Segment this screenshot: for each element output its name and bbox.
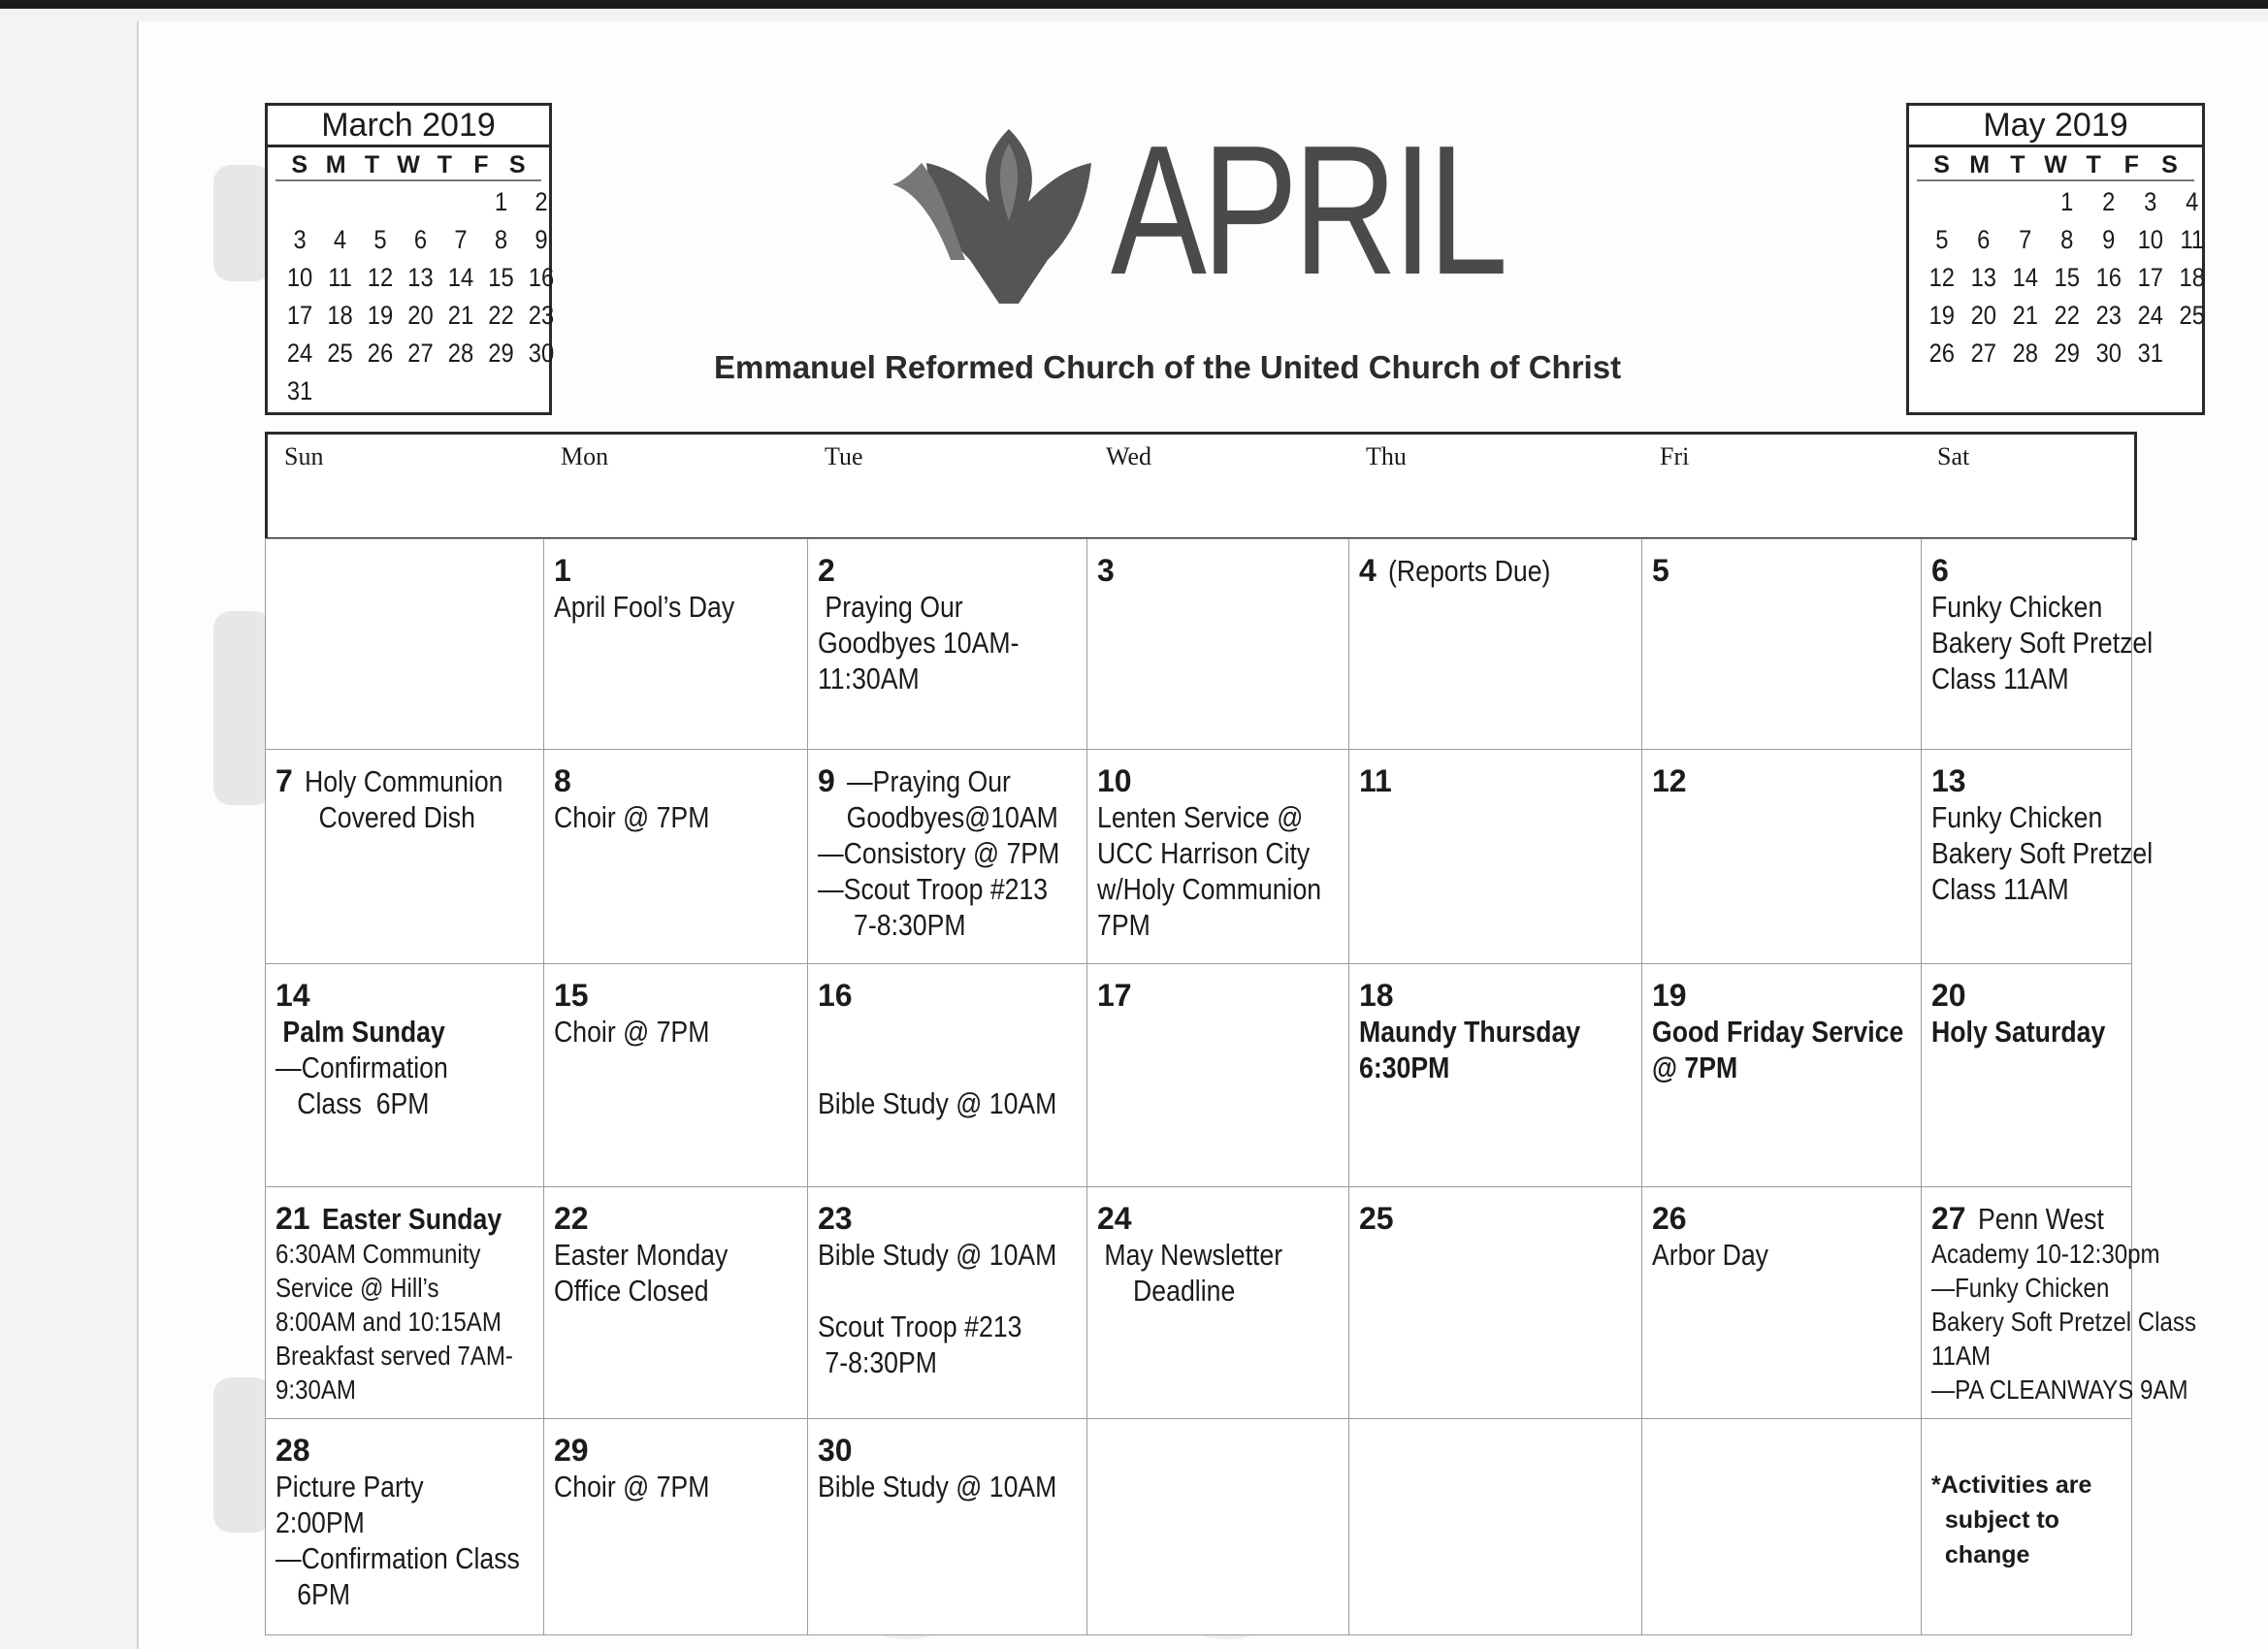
day-number: 3 (1097, 553, 1115, 588)
day-number: 23 (818, 1201, 853, 1236)
weekday-label: Mon (561, 442, 609, 470)
event-text: —Funky Chicken (1931, 1273, 2110, 1303)
day-number: 14 (275, 978, 310, 1013)
bleed-through-shape (213, 165, 272, 281)
event-text: 2:00PM (275, 1505, 365, 1539)
church-name: Emmanuel Reformed Church of the United Church of Christ (714, 349, 1622, 385)
event-text: Bakery Soft Pretzel (1931, 836, 2154, 870)
day-cell (265, 538, 544, 750)
day-cell (1641, 749, 1922, 964)
day-cell (1348, 1418, 1642, 1635)
day-number: 19 (1652, 978, 1687, 1013)
mini-day-blank (440, 185, 480, 218)
mini-day: 23 (2095, 301, 2122, 330)
event-text (818, 1014, 1056, 1050)
event-text: Praying Our (818, 590, 963, 624)
event-text: Choir @ 7PM (554, 800, 710, 834)
mini-day: 28 (2012, 339, 2039, 368)
mini-day: 1 (494, 187, 508, 216)
weekday-letter: S (291, 151, 308, 178)
event-text (818, 1050, 1056, 1085)
event-text: Choir @ 7PM (554, 1015, 710, 1049)
weekday-letter: F (473, 151, 489, 178)
day-cell (1086, 1186, 1349, 1419)
day-number: 26 (1652, 1201, 1687, 1236)
mini-day: 21 (447, 301, 474, 330)
weekday-letter: F (2123, 151, 2139, 178)
weekday-letter: T (437, 151, 453, 178)
mini-day: 1 (2060, 187, 2074, 216)
mini-day: 10 (2137, 225, 2164, 254)
day-number: 21 (275, 1201, 310, 1236)
mini-day: 27 (1970, 339, 1997, 368)
weekday-letter: W (397, 151, 420, 178)
event-text: Arbor Day (1652, 1238, 1769, 1272)
event-text: Picture Party (275, 1470, 424, 1504)
mini-day: 17 (2137, 263, 2164, 292)
day-cell (1086, 538, 1349, 750)
mini-day-blank (279, 185, 319, 218)
weekday-label: Thu (1366, 442, 1407, 470)
tulip-logo-icon (892, 124, 1125, 318)
day-cell (1921, 1418, 2132, 1635)
day-cell (543, 1186, 808, 1419)
mini-weekday-header (1917, 147, 2194, 181)
day-number: 11 (1359, 763, 1392, 798)
day-number: 18 (1359, 978, 1394, 1013)
event-text: 8:00AM and 10:15AM (275, 1307, 502, 1337)
mini-day: 7 (454, 225, 468, 254)
day-number: 30 (818, 1433, 853, 1468)
mini-day: 19 (1928, 301, 1956, 330)
mini-day: 22 (488, 301, 514, 330)
day-cell (807, 749, 1087, 964)
mini-day: 19 (367, 301, 394, 330)
day-cell (265, 1418, 544, 1635)
event-text: Funky Chicken (1931, 590, 2103, 624)
mini-day: 12 (367, 263, 394, 292)
weekday-label: Sun (284, 442, 324, 470)
event-text: 7PM (1097, 908, 1150, 942)
event-text: Lenten Service @ (1097, 800, 1304, 834)
weekday-label: Wed (1106, 442, 1151, 470)
event-text: Class 6PM (275, 1086, 430, 1120)
event-text: Class 11AM (1931, 872, 2069, 906)
day-cell (1641, 1186, 1922, 1419)
event-text: Service @ Hill’s (275, 1273, 439, 1303)
mini-day: 15 (2054, 263, 2081, 292)
mini-day: 24 (2137, 301, 2164, 330)
mini-day-grid (1909, 181, 2223, 370)
event-text: @ 7PM (1652, 1051, 1738, 1084)
day-cell (1086, 1418, 1349, 1635)
mini-calendar-title: March 2019 (268, 106, 549, 147)
event-text: 7-8:30PM (818, 1345, 937, 1379)
disclaimer-note: subject to (1931, 1506, 2059, 1534)
calendar-grid (265, 538, 2197, 1634)
mini-day: 20 (1970, 301, 1997, 330)
day-number: 25 (1359, 1201, 1394, 1236)
may-mini-calendar (1906, 103, 2205, 415)
event-text: —Scout Troop #213 (818, 872, 1049, 906)
weekday-letter: T (2086, 151, 2101, 178)
day-cell (807, 963, 1087, 1187)
day-number: 1 (554, 553, 571, 588)
march-mini-calendar (265, 103, 555, 415)
mini-day: 2 (2102, 187, 2116, 216)
scan-top-edge (0, 0, 2268, 9)
mini-day: 9 (535, 225, 548, 254)
event-text: 9:30AM (275, 1374, 356, 1405)
weekday-letter: M (325, 151, 346, 178)
mini-day: 30 (528, 339, 555, 368)
event-text: Covered Dish (275, 800, 475, 834)
event-text: 11:30AM (818, 662, 920, 695)
mini-day: 30 (2095, 339, 2122, 368)
mini-day: 29 (488, 339, 514, 368)
mini-day: 5 (1935, 225, 1949, 254)
day-number: 29 (554, 1433, 589, 1468)
event-text: —PA CLEANWAYS 9AM (1931, 1374, 2188, 1405)
mini-day: 31 (286, 376, 313, 405)
mini-day-blank (1962, 185, 2004, 218)
mini-day: 14 (2012, 263, 2039, 292)
mini-day: 8 (2060, 225, 2074, 254)
day-cell (807, 1418, 1087, 1635)
mini-day: 25 (2179, 301, 2206, 330)
mini-day: 17 (286, 301, 313, 330)
weekday-label: Fri (1660, 442, 1690, 470)
disclaimer-note: change (1931, 1541, 2030, 1568)
mini-day: 26 (1928, 339, 1956, 368)
mini-day-blank (1921, 185, 1962, 218)
mini-day: 18 (2179, 263, 2206, 292)
event-text: Academy 10-12:30pm (1931, 1239, 2160, 1269)
mini-day: 6 (413, 225, 428, 254)
event-text: 6:30AM Community (275, 1239, 481, 1269)
mini-day-grid (268, 181, 571, 407)
mini-day: 25 (327, 339, 353, 368)
day-number: 28 (275, 1433, 310, 1468)
weekday-letter: S (508, 151, 526, 178)
day-cell (543, 1418, 808, 1635)
day-cell (1348, 1186, 1642, 1419)
mini-day-blank (401, 185, 440, 218)
mini-day: 2 (535, 187, 548, 216)
mini-day: 16 (2095, 263, 2122, 292)
mini-day: 18 (327, 301, 353, 330)
mini-day: 12 (1928, 263, 1956, 292)
day-number: 7 (275, 763, 293, 798)
event-text: Goodbyes 10AM- (818, 626, 1020, 660)
event-text: May Newsletter (1097, 1238, 1283, 1272)
weekday-letter: W (2044, 151, 2067, 178)
day-number: 6 (1931, 553, 1949, 588)
event-text: —Confirmation Class (275, 1541, 520, 1575)
event-text (818, 1273, 1056, 1309)
event-text: Palm Sunday (275, 1015, 445, 1049)
day-number: 24 (1097, 1201, 1132, 1236)
disclaimer-note: *Activities are (1931, 1471, 2092, 1499)
day-number: 4 (1359, 553, 1377, 588)
day-cell (1921, 963, 2132, 1187)
mini-day-blank (360, 185, 400, 218)
event-text: Easter Sunday (321, 1202, 502, 1236)
day-cell (1641, 538, 1922, 750)
weekday-letter: S (2161, 151, 2178, 178)
mini-day: 13 (407, 263, 434, 292)
mini-day: 10 (286, 263, 313, 292)
mini-day: 28 (447, 339, 474, 368)
event-text: 6:30PM (1359, 1051, 1450, 1084)
day-number: 12 (1652, 763, 1687, 798)
weekday-letter: S (1933, 151, 1950, 178)
day-number: 10 (1097, 763, 1132, 798)
event-text: Bible Study @ 10AM (818, 1238, 1057, 1272)
event-text: Bible Study @ 10AM (818, 1086, 1057, 1120)
weekday-letter: T (364, 151, 380, 178)
mini-day: 3 (2144, 187, 2157, 216)
mini-day: 11 (2180, 225, 2205, 254)
day-number: 5 (1652, 553, 1669, 588)
day-cell (1348, 749, 1642, 964)
day-number: 9 (818, 763, 835, 798)
event-text: (Reports Due) (1387, 554, 1551, 588)
weekday-label: Sat (1937, 442, 1970, 470)
mini-day: 3 (293, 225, 307, 254)
month-title: APRIL (1111, 108, 1504, 313)
event-text: Maundy Thursday (1359, 1015, 1581, 1049)
event-text: Holy Communion (304, 764, 503, 798)
event-text: Penn West (1977, 1202, 2104, 1236)
mini-day: 8 (494, 225, 508, 254)
day-number: 2 (818, 553, 835, 588)
weekday-letter: T (2010, 151, 2025, 178)
bleed-through-shape (213, 1377, 272, 1533)
event-text: Deadline (1097, 1274, 1236, 1308)
day-number: 20 (1931, 978, 1966, 1013)
day-cell (1348, 963, 1642, 1187)
mini-day: 5 (373, 225, 387, 254)
day-number: 17 (1097, 978, 1132, 1013)
event-text: April Fool’s Day (554, 590, 735, 624)
mini-day: 9 (2102, 225, 2116, 254)
day-cell (1641, 963, 1922, 1187)
day-cell (265, 1186, 544, 1419)
event-text: Holy Saturday (1931, 1015, 2106, 1049)
mini-day: 23 (528, 301, 555, 330)
event-text: 7-8:30PM (818, 908, 966, 942)
mini-day: 24 (286, 339, 313, 368)
mini-day: 7 (2019, 225, 2032, 254)
event-text: Funky Chicken (1931, 800, 2103, 834)
event-text: —Consistory @ 7PM (818, 836, 1060, 870)
day-number: 16 (818, 978, 853, 1013)
mini-day: 11 (328, 263, 352, 292)
mini-day: 29 (2054, 339, 2081, 368)
day-cell (1641, 1418, 1922, 1635)
day-number: 22 (554, 1201, 589, 1236)
event-text: Goodbyes@10AM (818, 800, 1058, 834)
event-text: Bible Study @ 10AM (818, 1470, 1057, 1504)
event-text: Choir @ 7PM (554, 1470, 710, 1504)
mini-day: 26 (367, 339, 394, 368)
mini-day: 31 (2137, 339, 2164, 368)
mini-day: 21 (2012, 301, 2039, 330)
day-cell (807, 538, 1087, 750)
mini-day: 27 (407, 339, 434, 368)
event-text: Bakery Soft Pretzel (1931, 626, 2154, 660)
mini-day: 20 (407, 301, 434, 330)
event-text: —Praying Our (846, 764, 1011, 798)
mini-day: 16 (528, 263, 555, 292)
event-text: Office Closed (554, 1274, 709, 1308)
mini-day: 4 (333, 225, 347, 254)
day-cell (807, 1186, 1087, 1419)
weekday-header-row (265, 432, 2137, 540)
mini-day: 15 (488, 263, 514, 292)
day-cell (1921, 749, 2154, 964)
event-text: Bakery Soft Pretzel Class (1931, 1307, 2197, 1337)
day-number: 15 (554, 978, 589, 1013)
weekday-label: Tue (825, 442, 863, 470)
day-cell (543, 963, 808, 1187)
day-cell (1921, 538, 2154, 750)
mini-day-blank (320, 185, 360, 218)
mini-day: 6 (1977, 225, 1991, 254)
day-cell (543, 749, 808, 964)
event-text: 11AM (1931, 1341, 1992, 1371)
day-cell (1348, 538, 1642, 750)
event-text: Easter Monday (554, 1238, 729, 1272)
event-text: Good Friday Service (1652, 1015, 1904, 1049)
event-text: UCC Harrison City (1097, 836, 1311, 870)
day-number: 8 (554, 763, 571, 798)
day-cell (265, 749, 544, 964)
mini-weekday-header (275, 147, 541, 181)
day-cell (1086, 963, 1349, 1187)
day-cell (1921, 1186, 2197, 1419)
weekday-letter: M (1969, 151, 1991, 178)
day-cell (543, 538, 808, 750)
day-number: 27 (1931, 1201, 1966, 1236)
mini-calendar-title: May 2019 (1909, 106, 2202, 147)
day-cell (1086, 749, 1349, 964)
event-text: —Confirmation (275, 1051, 448, 1084)
mini-day-blank (2004, 185, 2046, 218)
mini-day: 4 (2186, 187, 2199, 216)
event-text: Scout Troop #213 (818, 1310, 1022, 1343)
mini-day: 14 (447, 263, 474, 292)
event-text: 6PM (275, 1577, 351, 1611)
bleed-through-shape (213, 611, 272, 805)
mini-day: 13 (1970, 263, 1997, 292)
event-text: Breakfast served 7AM- (275, 1341, 513, 1371)
event-text: Class 11AM (1931, 662, 2069, 695)
event-text: w/Holy Communion (1097, 872, 1322, 906)
day-cell (265, 963, 544, 1187)
mini-day: 22 (2054, 301, 2081, 330)
day-number: 13 (1931, 763, 1966, 798)
